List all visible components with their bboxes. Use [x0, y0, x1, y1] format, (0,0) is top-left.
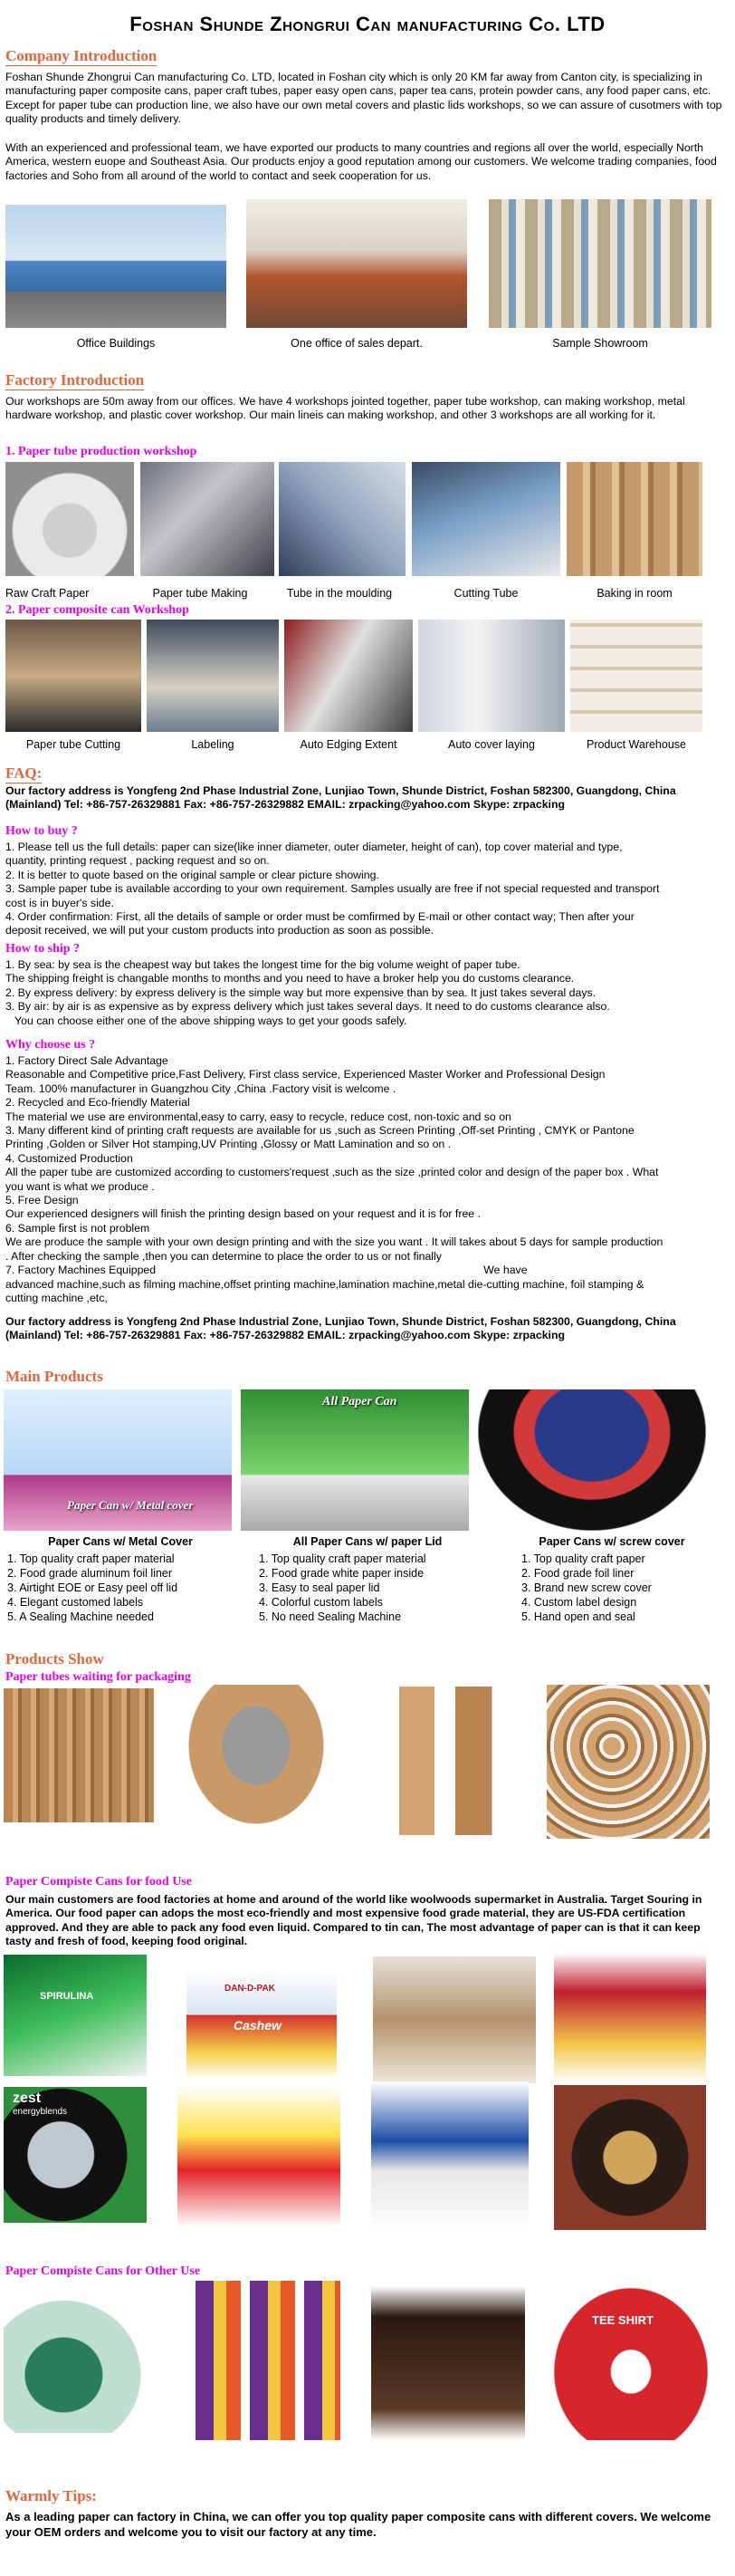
paper-lid-features — [259, 1534, 476, 1624]
baking-room-photo — [567, 462, 702, 576]
open-food-can-photo — [371, 2081, 529, 2230]
ship-line: 3. By air: by air is as expensive as by express delivery which just takes several days. It need to do customs clearance also. — [5, 1000, 610, 1014]
feature-item: 3. Easy to seal paper lid — [259, 1581, 380, 1594]
factory-address: Our factory address is Yongfeng 2nd Phase Industrial Zone, Lunjiao Town, Shunde District, Foshan 582300, Guangdong, China (Mainland) Tel: +86-757-26329881 Fax: +86-757-26329882 EMAIL: zrpacking@yahoo.com Skype: zrpacking — [5, 784, 676, 812]
buy-line: cost is in buyer's side. — [5, 896, 114, 909]
why-line: Printing ,Golden or Silver Hot stamping,UV Printing ,Glossy or Matt Lamination and so on . — [5, 1138, 452, 1151]
screw-cover-can-banner — [478, 1389, 706, 1531]
caption-paper-tube-cutting: Paper tube Cutting — [25, 738, 121, 751]
tee-shirt-can-photo — [554, 2288, 708, 2440]
open-paper-tube-photo — [177, 1685, 335, 1837]
ship-line: 2. By express delivery: by express delivery is the simple way but more expensive than by sea. It just takes several days. — [5, 985, 597, 999]
feature-item: 2. Food grade white paper inside — [259, 1567, 425, 1580]
paper-tube-bundle-photo — [547, 1685, 710, 1839]
paper-tube-making-photo — [140, 462, 274, 576]
paper-tube-cutting-photo — [5, 620, 141, 732]
why-line: The material we use are environmental,easy to carry, easy to recycle, reduce cost, non-toxic and so on — [5, 1110, 511, 1123]
kraft-food-cans-photo — [373, 1956, 536, 2083]
caption-raw-craft-paper: Raw Craft Paper — [5, 587, 90, 600]
caption-labeling: Labeling — [191, 738, 234, 751]
auto-cover-laying-photo — [418, 620, 565, 732]
buy-line: 2. It is better to quote based on the original sample or clear picture showing. — [5, 868, 379, 881]
paper-tube-workshop-subheading: 1. Paper tube production workshop — [5, 445, 197, 458]
all-paper-can-banner — [241, 1389, 469, 1531]
labeling-photo — [147, 620, 279, 732]
caption-sales-office: One office of sales depart. — [291, 337, 423, 350]
why-line: We are produce the sample with your own design printing and with the size you want . It will takes about 5 days for sample production — [5, 1235, 663, 1249]
buy-line: 1. Please tell us the full details: paper can size(like inner diameter, outer diameter, height of can), top cover material and type, — [5, 841, 623, 853]
gift-can-photo — [4, 2288, 154, 2433]
why-line: Reasonable and Competitive price,Fast Delivery, First class service, Experienced Master Worker and Professional Design — [5, 1068, 606, 1081]
why-line: 6. Sample first is not problem — [5, 1221, 150, 1235]
dandpak-label: DAN-D-PAK — [224, 1984, 275, 1994]
caption-tube-moulding: Tube in the moulding — [286, 587, 393, 600]
why-line: advanced machine,such as filming machine,offset printing machine,lamination machine,metal die-cutting machine, foil stamping & — [5, 1277, 644, 1291]
company-intro-paragraph-1: Foshan Shunde Zhongrui Can manufacturing Co. LTD, located in Foshan city which is only 20 KM far away from Canton city, is specializing in manufacturing paper composite cans, paper craft tubes, paper easy open cans, paper tea cans, protein powder cans, any food paper cans, etc. Except for paper tube can production line, we also have our own metal covers and plastic lids workshops, so we can assure of cusotmers with top quality products and timely delivery. — [5, 71, 722, 126]
buy-line: 3. Sample paper tube is available according to your own requirement. Samples usually are free if not special requested and transport — [5, 882, 660, 896]
spirulina-label: SPIRULINA — [40, 1991, 94, 2002]
metal-cover-title: Paper Cans w/ Metal Cover — [48, 1535, 193, 1548]
why-line: 4. Customized Production — [5, 1151, 133, 1165]
sample-showroom-photo — [489, 199, 711, 328]
feature-item: 2. Food grade foil liner — [521, 1567, 635, 1580]
paper-tube-pair-photo — [368, 1687, 527, 1835]
snack-can-photo — [177, 2087, 340, 2226]
metal-cover-features — [7, 1534, 234, 1624]
caption-office-buildings: Office Buildings — [76, 337, 156, 350]
caption-baking-room: Baking in room — [597, 587, 673, 600]
feature-item: 5. A Sealing Machine needed — [7, 1610, 154, 1623]
screw-cover-title: Paper Cans w/ screw cover — [539, 1535, 685, 1548]
raw-craft-paper-photo — [5, 462, 134, 576]
paper-tubes-stack-photo — [4, 1688, 154, 1822]
feature-item: 4. Custom label design — [521, 1596, 637, 1609]
why-line: 7. Factory Machines Equipped We have — [5, 1264, 528, 1277]
why-line: you want is what we produce . — [5, 1179, 155, 1193]
food-cans-subheading: Paper Compiste Cans for food Use — [5, 1875, 192, 1889]
ship-line: The shipping freight is changable months to months and you need to have a broker help you do customs clearance. — [5, 972, 575, 985]
metal-cover-banner-text: Paper Can w/ Metal cover — [67, 1498, 194, 1512]
red-printed-can-photo — [554, 1953, 706, 2083]
how-to-ship-text — [5, 958, 726, 1028]
ship-line: 1. By sea: by sea is the cheapest way but takes the longest time for the big volume weight of paper tube. — [5, 958, 520, 971]
office-buildings-photo — [5, 205, 226, 328]
brown-food-can-photo — [554, 2085, 706, 2230]
caption-product-warehouse: Product Warehouse — [586, 738, 686, 751]
buy-line: 4. Order confirmation: First, all the details of sample or order must be comfirmed by E-mail or other contact way; Then after your — [5, 910, 635, 924]
caption-paper-tube-making: Paper tube Making — [152, 587, 248, 600]
why-line: 1. Factory Direct Sale Advantage — [5, 1054, 168, 1067]
cashew-label: Cashew — [234, 2018, 282, 2033]
feature-item: 1. Top quality craft paper material — [259, 1552, 426, 1565]
why-line: 2. Recycled and Eco-friendly Material — [5, 1096, 190, 1110]
products-show-heading: Products Show — [5, 1650, 104, 1668]
why-line: All the paper tube are customized according to customers'request ,such as the size ,printed color and design of the paper box . What — [5, 1166, 659, 1179]
tee-shirt-label: TEE SHIRT — [592, 2313, 654, 2327]
how-to-buy-text — [5, 841, 726, 938]
ship-line: You can choose either one of the above shipping ways to get your goods safely. — [5, 1014, 407, 1027]
why-line: Team. 100% manufacturer in Guangzhou City ,China .Factory visit is welcome . — [5, 1081, 396, 1095]
other-use-subheading: Paper Compiste Cans for Other Use — [5, 2264, 201, 2278]
poster-tubes-photo — [186, 2281, 340, 2440]
cashew-can-photo — [186, 1971, 337, 2080]
zest-can-photo — [4, 2087, 147, 2223]
company-intro-heading: Company Introduction — [5, 47, 158, 64]
page-title: Foshan Shunde Zhongrui Can manufacturing Co. LTD — [129, 13, 606, 35]
food-cans-paragraph: Our main customers are food factories at home and around of the world like woolwoods supermarket in Australia. Target Souring in America. Our food paper can adops the most eco-friendly and most expensive food grade material, they are US-FDA certification approved. And they are able to pack any food even liquid. Compared to tin can, The most advantage of paper can is that it can keep tasty and fresh of food, keeping food original. — [5, 1893, 702, 1948]
feature-item: 1. Top quality craft paper material — [7, 1552, 175, 1565]
warmly-tips-paragraph: As a leading paper can factory in China, we can offer you top quality paper composite cans with different covers. We welcome your OEM orders and welcome you to visit our factory at any time. — [5, 2510, 711, 2539]
why-line: cutting machine ,etc, — [5, 1291, 108, 1304]
auto-edging-photo — [284, 620, 413, 732]
wine-tubes-photo — [371, 2286, 525, 2440]
metal-cover-can-banner — [4, 1389, 232, 1531]
caption-auto-edging: Auto Edging Extent — [300, 738, 397, 751]
energyblends-label: energyblends — [13, 2107, 68, 2117]
composite-can-workshop-subheading: 2. Paper composite can Workshop — [5, 603, 189, 617]
all-paper-banner-text: All Paper Can — [322, 1395, 397, 1408]
feature-item: 4. Elegant customed labels — [7, 1596, 144, 1609]
feature-item: 2. Food grade aluminum foil liner — [7, 1567, 173, 1580]
zest-label: zest — [13, 2091, 42, 2106]
why-choose-us-text — [5, 1054, 726, 1305]
warmly-tips-heading: Warmly Tips: — [5, 2487, 97, 2504]
caption-cutting-tube: Cutting Tube — [453, 587, 519, 600]
why-line: 5. Free Design — [5, 1194, 79, 1207]
company-intro-paragraph-2: With an experienced and professional team, we have exported our products to many countries and regions all over the world, especially North America, western euope and Southeast Asia. Our products enjoy a good reputation among our customers. We welcome trading companies, food factories and Soho from all around of the world to contact and seek cooperation for us. — [5, 141, 717, 182]
caption-sample-showroom: Sample Showroom — [552, 337, 648, 350]
spirulina-can-photo — [4, 1955, 147, 2076]
feature-item: 4. Colorful custom labels — [259, 1596, 383, 1609]
factory-address-repeat: Our factory address is Yongfeng 2nd Phase Industrial Zone, Lunjiao Town, Shunde District, Foshan 582300, Guangdong, China (Mainland) Tel: +86-757-26329881 Fax: +86-757-26329882 EMAIL: zrpacking@yahoo.com Skype: zrpacking — [5, 1315, 676, 1342]
feature-item: 5. No need Sealing Machine — [259, 1610, 402, 1623]
caption-auto-cover-laying: Auto cover laying — [448, 738, 535, 751]
paper-lid-title: All Paper Cans w/ paper Lid — [292, 1535, 443, 1548]
sales-office-photo — [246, 199, 467, 328]
how-to-ship-heading: How to ship ? — [5, 942, 81, 956]
buy-line: quantity, printing request , packing request and so on. — [5, 854, 270, 868]
why-line: 3. Many different kind of printing craft requests are available for us ,such as Screen Printing ,Off-set Printing , CMYK or Pantone — [5, 1124, 635, 1138]
faq-heading: FAQ: — [5, 764, 43, 782]
buy-line: deposit received, we will put your custom products into production as soon as possible. — [5, 924, 434, 937]
feature-item: 3. Brand new screw cover — [521, 1581, 652, 1594]
how-to-buy-heading: How to buy ? — [5, 824, 78, 838]
main-products-heading: Main Products — [5, 1368, 103, 1385]
screw-cover-features — [521, 1534, 702, 1624]
factory-intro-heading: Factory Introduction — [5, 371, 145, 389]
why-line: Our experienced designers will finish the printing design based on your request and it is for free . — [5, 1207, 481, 1221]
feature-item: 3. Airtight EOE or Easy peel off lid — [7, 1581, 178, 1594]
factory-intro-paragraph: Our workshops are 50m away from our offices. We have 4 workshops jointed together, paper tube workshop, can making workshop, metal hardware workshop, and plastic cover workshop. Our main lineis can making workshop, and other 3 workshops are all working for it. — [5, 395, 685, 422]
feature-item: 5. Hand open and seal — [521, 1610, 635, 1623]
feature-item: 1. Top quality craft paper — [521, 1552, 645, 1565]
why-line: . After checking the sample ,then you can determine to place the order to us or not finally — [5, 1249, 442, 1263]
why-choose-us-heading: Why choose us ? — [5, 1038, 96, 1052]
paper-tubes-subheading: Paper tubes waiting for packaging — [5, 1670, 191, 1684]
product-warehouse-photo — [570, 620, 702, 732]
tube-moulding-photo — [279, 462, 406, 576]
cutting-tube-photo — [412, 462, 560, 576]
